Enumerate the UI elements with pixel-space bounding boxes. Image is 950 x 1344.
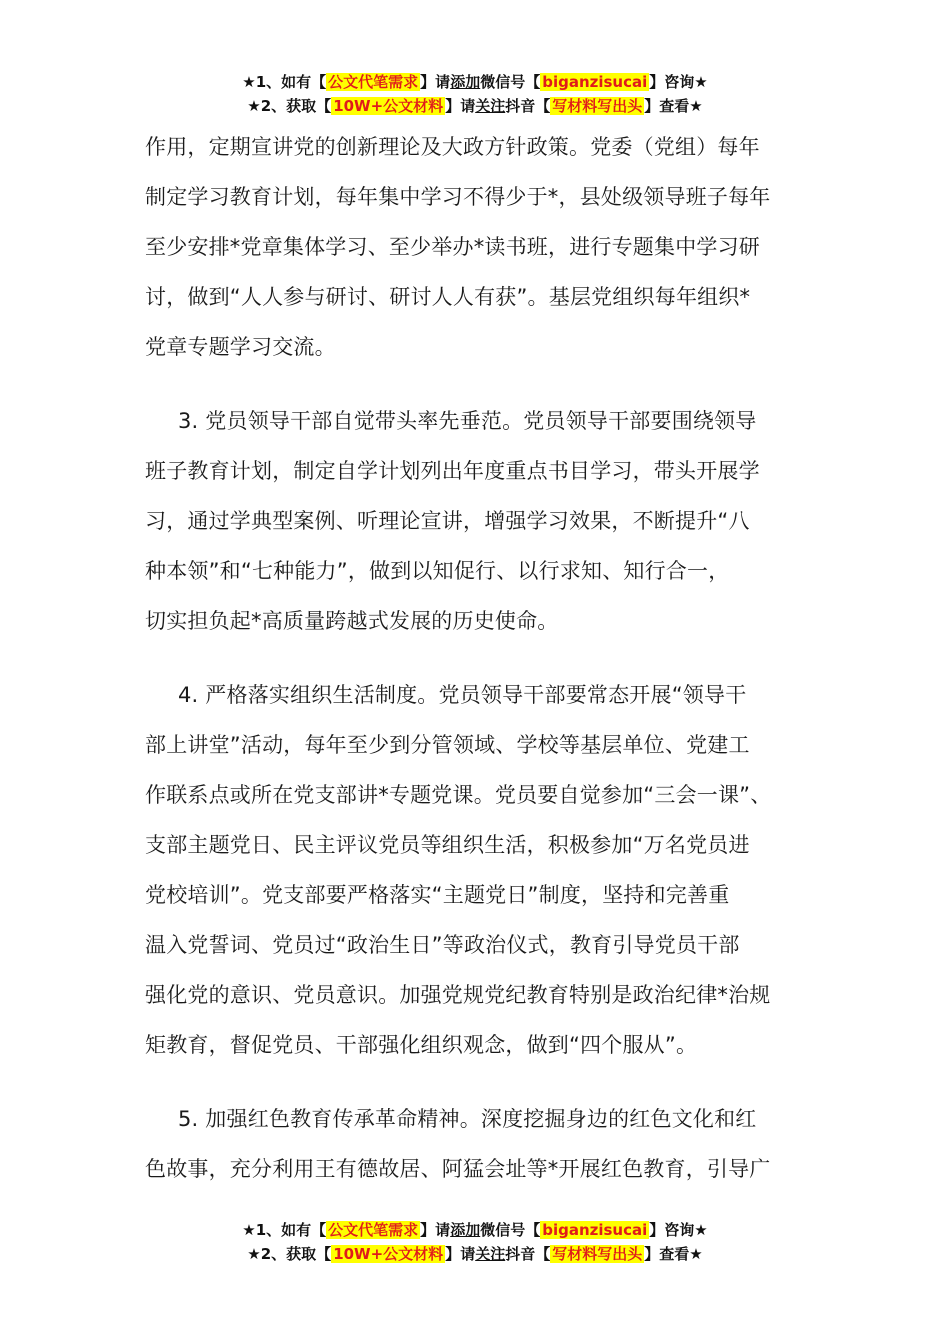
highlight-materials: 10W+公文材料 <box>333 97 444 115</box>
text-line: 班子教育计划，制定自学计划列出年度重点书目学习，带头开展学 <box>145 459 760 483</box>
banner-text: 抖音【 <box>505 97 551 115</box>
text-line: 5. 加强红色教育传承革命精神。深度挖掘身边的红色文化和红 <box>178 1107 757 1131</box>
paragraph-3 <box>145 396 815 646</box>
banner-text: 微信号【 <box>480 73 541 91</box>
text-line: 3. 党员领导干部自觉带头率先垂范。党员领导干部要围绕领导 <box>178 409 757 433</box>
text-line: 制定学习教育计划，每年集中学习不得少于*，县处级领导班子每年 <box>145 185 771 209</box>
text-line: 习，通过学典型案例、听理论宣讲，增强学习效果，不断提升“八 <box>145 509 750 533</box>
banner-line-2 <box>0 1242 950 1266</box>
banner-text: 】请 <box>445 97 476 115</box>
text-line: 温入党誓词、党员过“政治生日”等政治仪式，教育引导党员干部 <box>145 933 740 957</box>
footer-banner <box>0 1218 950 1266</box>
header-banner <box>0 70 950 118</box>
text-line: 党章专题学习交流。 <box>145 335 336 359</box>
banner-line-2 <box>0 94 950 118</box>
highlight-wechat-id: biganzisucai <box>542 73 648 91</box>
banner-text: 】咨询★ <box>649 1221 708 1239</box>
text-line: 强化党的意识、党员意识。加强党规党纪教育特别是政治纪律*治规 <box>145 983 771 1007</box>
banner-text: 微信号【 <box>480 1221 541 1239</box>
text-line: 4. 严格落实组织生活制度。党员领导干部要常态开展“领导干 <box>178 683 747 707</box>
underline-add: 添加 <box>450 1221 481 1239</box>
document-body <box>145 122 815 1194</box>
text-line: 党校培训”。党支部要严格落实“主题党日”制度，坚持和完善重 <box>145 883 730 907</box>
underline-follow: 关注 <box>475 1245 506 1263</box>
banner-text: 】查看★ <box>644 97 703 115</box>
text-line: 切实担负起*高质量跨越式发展的历史使命。 <box>145 609 559 633</box>
banner-text: 】请 <box>445 1245 476 1263</box>
banner-text: 】请 <box>420 73 451 91</box>
text-line: 矩教育，督促党员、干部强化组织观念，做到“四个服从”。 <box>145 1033 698 1057</box>
banner-text: ★2、获取【 <box>247 1245 332 1263</box>
banner-text: 】请 <box>420 1221 451 1239</box>
paragraph-5 <box>145 1094 815 1194</box>
text-line: 作联系点或所在党支部讲*专题党课。党员要自觉参加“三会一课”、 <box>145 783 772 807</box>
highlight-materials: 10W+公文材料 <box>333 1245 444 1263</box>
banner-line-1 <box>0 70 950 94</box>
highlight-service: 公文代笔需求 <box>328 1221 419 1239</box>
highlight-wechat-id: biganzisucai <box>542 1221 648 1239</box>
banner-text: ★1、如有【 <box>242 73 327 91</box>
paragraph-1 <box>145 122 815 372</box>
highlight-service: 公文代笔需求 <box>328 73 419 91</box>
text-line: 讨，做到“人人参与研讨、研讨人人有获”。基层党组织每年组织* <box>145 285 751 309</box>
underline-add: 添加 <box>450 73 481 91</box>
highlight-douyin-id: 写材料写出头 <box>552 1245 643 1263</box>
text-line: 至少安排*党章集体学习、至少举办*读书班，进行专题集中学习研 <box>145 235 760 259</box>
text-line: 部上讲堂”活动，每年至少到分管领域、学校等基层单位、党建工 <box>145 733 750 757</box>
text-line: 种本领”和“七种能力”，做到以知促行、以行求知、知行合一， <box>145 559 730 583</box>
text-line: 支部主题党日、民主评议党员等组织生活，积极参加“万名党员进 <box>145 833 750 857</box>
text-line: 作用，定期宣讲党的创新理论及大政方针政策。党委（党组）每年 <box>145 135 760 159</box>
banner-text: ★2、获取【 <box>247 97 332 115</box>
banner-line-1 <box>0 1218 950 1242</box>
underline-follow: 关注 <box>475 97 506 115</box>
text-line: 色故事，充分利用王有德故居、阿猛会址等*开展红色教育，引导广 <box>145 1157 771 1181</box>
paragraph-4 <box>145 670 815 1070</box>
banner-text: 抖音【 <box>505 1245 551 1263</box>
banner-text: 】查看★ <box>644 1245 703 1263</box>
highlight-douyin-id: 写材料写出头 <box>552 97 643 115</box>
banner-text: 】咨询★ <box>649 73 708 91</box>
banner-text: ★1、如有【 <box>242 1221 327 1239</box>
